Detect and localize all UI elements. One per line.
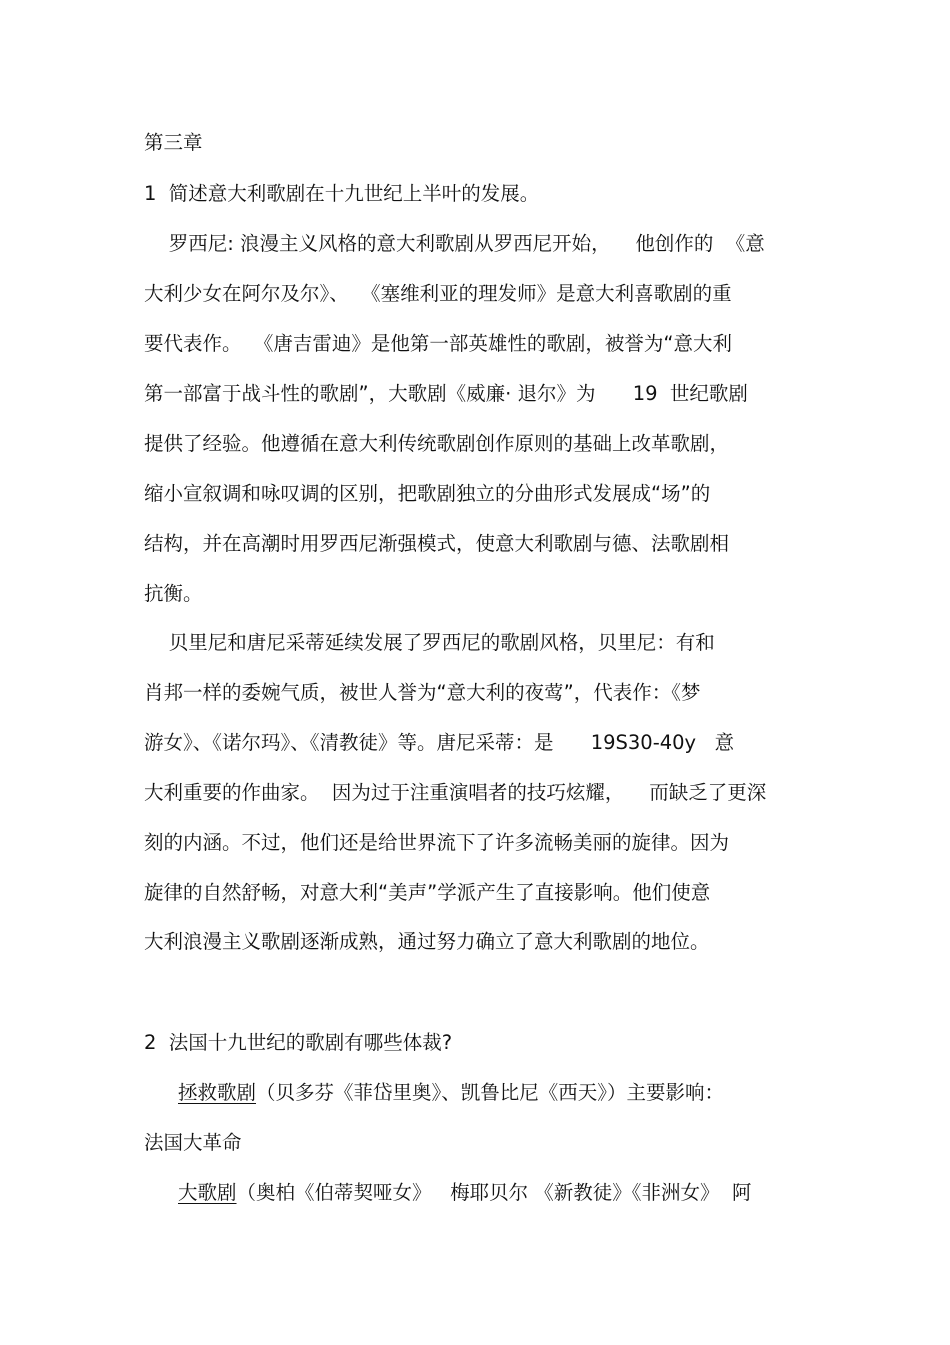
text-line: 大利重要的作曲家。 因为过于注重演唱者的技巧炫耀， 而缺乏了更深 [144, 781, 767, 804]
text-line: 刻的内涵。不过，他们还是给世界流下了许多流畅美丽的旋律。因为 [144, 831, 730, 854]
rescue-opera-line-2: 法国大革命 [144, 1131, 242, 1154]
text-line: 肖邦一样的委婉气质，被世人誉为“意大利的夜莺”，代表作：《梦 [144, 681, 701, 704]
text-line: 结构，并在高潮时用罗西尼渐强模式，使意大利歌剧与德、法歌剧相 [144, 532, 730, 555]
text-line: 贝里尼和唐尼采蒂延续发展了罗西尼的歌剧风格，贝里尼：有和 [144, 631, 715, 654]
question-2-heading: 2 法国十九世纪的歌剧有哪些体裁? [144, 1031, 453, 1054]
text-line: 大利少女在阿尔及尔》、 《塞维利亚的理发师》是意大利喜歌剧的重 [144, 282, 732, 305]
rescue-opera-line [144, 1080, 724, 1106]
rescue-opera-term: 拯救歌剧 [178, 1081, 257, 1104]
grand-opera-line [144, 1180, 751, 1206]
text-line: 要代表作。 《唐吉雷迪》是他第一部英雄性的歌剧，被誉为“意大利 [144, 332, 732, 355]
text-line: 游女》、《诺尔玛》、《清教徒》等。唐尼采蒂：是 19S30-40y 意 [144, 731, 735, 754]
text-line: 缩小宣叙调和咏叹调的区别，把歌剧独立的分曲形式发展成“场”的 [144, 482, 711, 505]
text-line: 抗衡。 [144, 582, 203, 605]
text-line: 提供了经验。他遵循在意大利传统歌剧创作原则的基础上改革歌剧， [144, 432, 730, 455]
rescue-opera-description: （贝多芬《菲岱里奥》、凯鲁比尼《西天》）主要影响： [256, 1081, 725, 1104]
question-1-heading: 1 简述意大利歌剧在十九世纪上半叶的发展。 [144, 182, 540, 205]
text-line: 第一部富于战斗性的歌剧”，大歌剧《威廉· 退尔》为 19 世纪歌剧 [144, 382, 748, 405]
grand-opera-term: 大歌剧 [178, 1181, 237, 1204]
text-line: 罗西尼: 浪漫主义风格的意大利歌剧从罗西尼开始， 他创作的 《意 [144, 232, 765, 255]
text-line: 大利浪漫主义歌剧逐渐成熟，通过努力确立了意大利歌剧的地位。 [144, 930, 710, 953]
grand-opera-description: （奥柏《伯蒂契哑女》 梅耶贝尔 《新教徒》《非洲女》 阿 [236, 1181, 752, 1204]
chapter-title: 第三章 [144, 131, 203, 154]
text-line: 旋律的自然舒畅，对意大利“美声”学派产生了直接影响。他们使意 [144, 881, 711, 904]
